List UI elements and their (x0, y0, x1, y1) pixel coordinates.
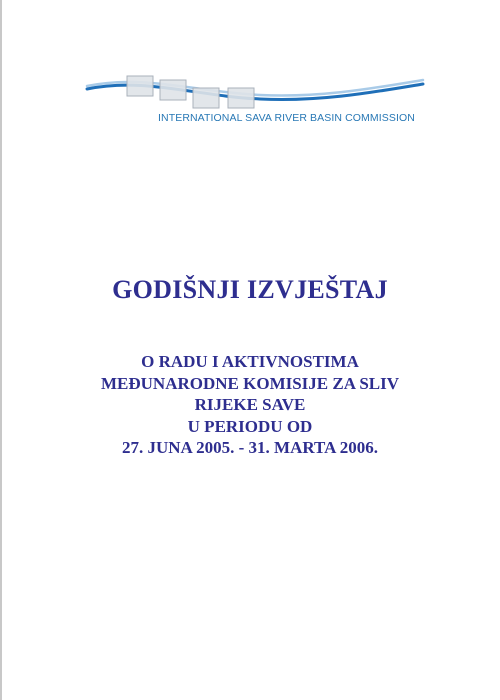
document-title: GODIŠNJI IZVJEŠTAJ (112, 275, 388, 304)
subtitle-line: U PERIODU OD (187, 416, 313, 436)
logo-square-1 (127, 76, 153, 96)
commission-logo (85, 72, 425, 134)
logo-square-4 (228, 88, 254, 108)
page-left-edge (0, 0, 2, 700)
logo-square-2 (160, 80, 186, 100)
subtitle-line: RIJEKE SAVE (194, 395, 306, 414)
organization-name: INTERNATIONAL SAVA RIVER BASIN COMMISSION (158, 112, 415, 124)
subtitle-line: MEĐUNARODNE KOMISIJE ZA SLIV (100, 373, 399, 393)
subtitle-line: 27. JUNA 2005. - 31. MARTA 2006. (122, 438, 378, 457)
logo-square-3 (193, 88, 219, 108)
sava-river-wave-logo-icon (85, 72, 425, 112)
document-subtitle (0, 351, 500, 459)
subtitle-line: O RADU I AKTIVNOSTIMA (141, 352, 359, 371)
